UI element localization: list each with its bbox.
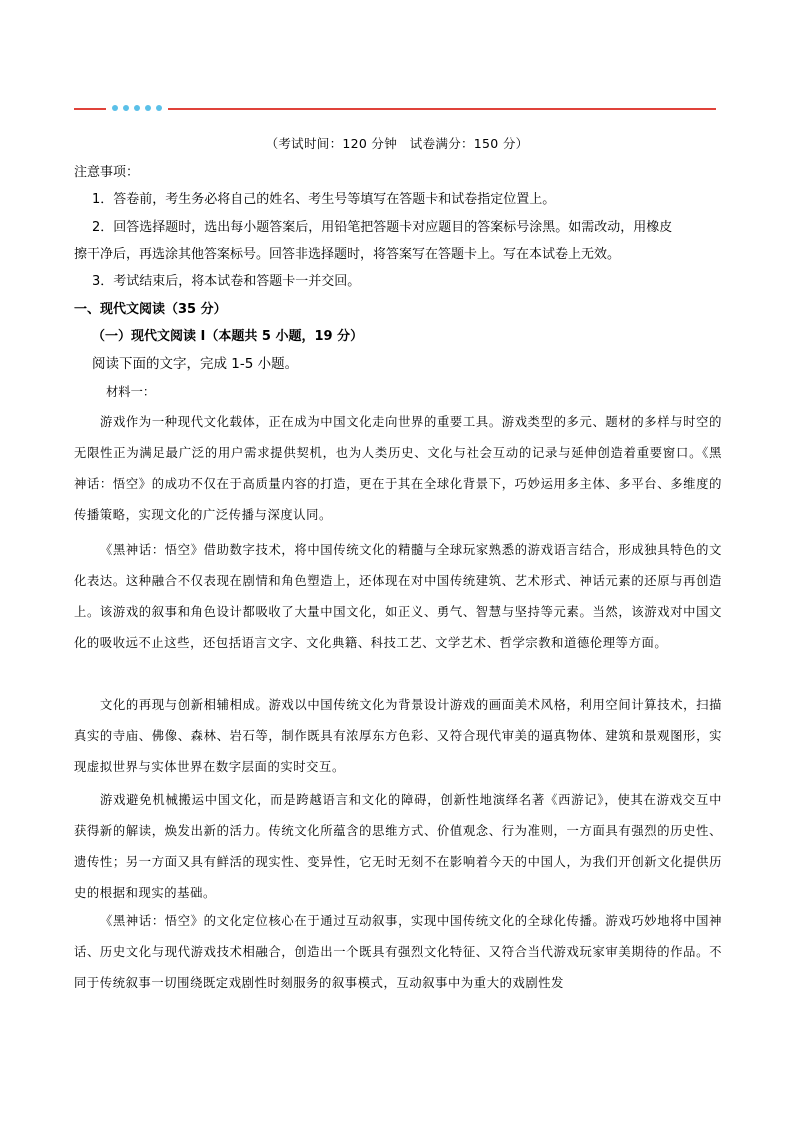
header-dots (112, 105, 162, 113)
header-rule-right (168, 108, 716, 110)
note-item: 2．回答选择题时，选出每小题答案后，用铅笔把答题卡对应题目的答案标号涂黑。如需改动，用橡皮 (92, 220, 673, 235)
article-paragraph: 游戏作为一种现代文化载体，正在成为中国文化走向世界的重要工具。游戏类型的多元、题材的多样与时空的无限性正为满足最广泛的用户需求提供契机，也为人类历史、文化与社会互动的记录与延伸创造着重要窗口。《黑神话：悟空》的成功不仅在于高质量内容的打造，更在于其在全球化背景下，巧妙运用多主体、多平台、多维度的传播策略，实现文化的广泛传播与深度认同。 (74, 415, 722, 522)
note-item-continued: 擦干净后，再选涂其他答案标号。回答非选择题时，将答案写在答题卡上。写在本试卷上无效。 (74, 247, 621, 262)
header-dot (123, 105, 129, 111)
section-title: 一、现代文阅读（35 分） (74, 302, 227, 317)
reading-instruction: 阅读下面的文字，完成 1-5 小题。 (92, 356, 299, 372)
section-subtitle: （一）现代文阅读 I（本题共 5 小题，19 分） (92, 329, 364, 344)
article-paragraph: 游戏避免机械搬运中国文化，而是跨越语言和文化的障碍，创新性地演绎名著《西游记》，使其在游戏交互中获得新的解读，焕发出新的活力。传统文化所蕴含的思维方式、价值观念、行为准则，一方面具有强烈的历史性、遗传性；另一方面又具有鲜活的现实性、变异性，它无时无刻不在影响着今天的中国人，为我们开创新文化提供历史的根据和现实的基础。 (74, 793, 722, 900)
page-header-decoration (74, 103, 716, 115)
notes-heading: 注意事项： (74, 165, 140, 180)
article-paragraph: 文化的再现与创新相辅相成。游戏以中国传统文化为背景设计游戏的画面美术风格，利用空间计算技术，扫描真实的寺庙、佛像、森林、岩石等，制作既具有浓厚东方色彩、又符合现代审美的逼真物体、建筑和景观图形，实现虚拟世界与实体世界在数字层面的实时交互。 (74, 698, 722, 774)
header-dot (134, 105, 140, 111)
exam-info: （考试时间：120 分钟 试卷满分：150 分） (265, 136, 529, 151)
header-dot (156, 105, 162, 111)
header-dot (145, 105, 151, 111)
material-label: 材料一： (106, 385, 156, 399)
article-paragraph: 《黑神话：悟空》的文化定位核心在于通过互动叙事，实现中国传统文化的全球化传播。游戏巧妙地将中国神话、历史文化与现代游戏技术相融合，创造出一个既具有强烈文化特征、又符合当代游戏玩家审美期待的作品。不同于传统叙事一切围绕既定戏剧性时刻服务的叙事模式，互动叙事中为重大的戏剧性发 (74, 914, 722, 990)
note-item: 1．答卷前，考生务必将自己的姓名、考生号等填写在答题卡和试卷指定位置上。 (92, 192, 556, 207)
header-rule-left (74, 108, 106, 110)
article-paragraph: 《黑神话：悟空》借助数字技术，将中国传统文化的精髓与全球玩家熟悉的游戏语言结合，形成独具特色的文化表达。这种融合不仅表现在剧情和角色塑造上，还体现在对中国传统建筑、艺术形式、神话元素的还原与再创造上。该游戏的叙事和角色设计都吸收了大量中国文化，如正义、勇气、智慧与坚持等元素。当然，该游戏对中国文化的吸收远不止这些，还包括语言文字、文化典籍、科技工艺、文学艺术、哲学宗教和道德伦理等方面。 (74, 543, 722, 650)
header-dot (112, 105, 118, 111)
note-item: 3．考试结束后，将本试卷和答题卡一并交回。 (92, 274, 361, 289)
